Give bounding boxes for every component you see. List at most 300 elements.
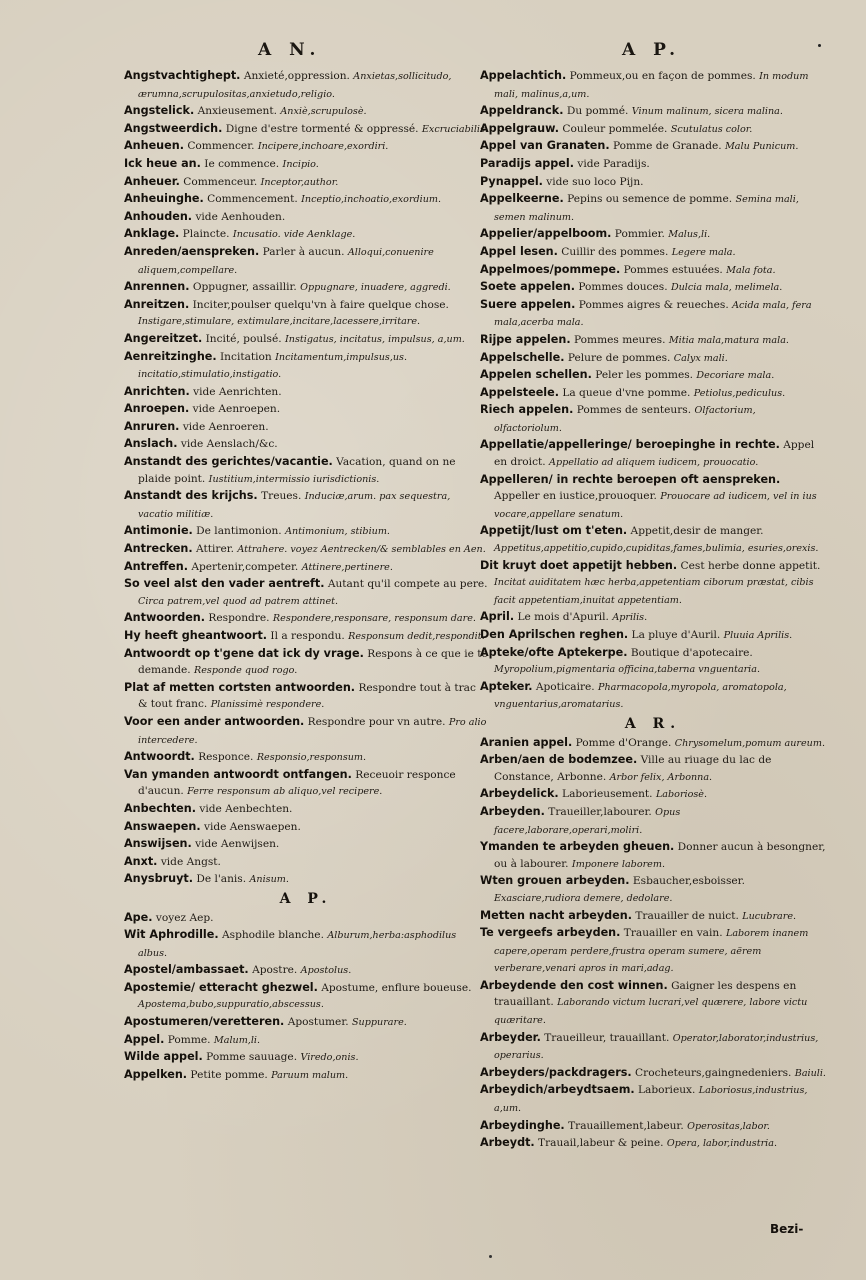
- dictionary-entry: [480, 908, 826, 926]
- latin-gloss: Excruciabilis.: [421, 123, 488, 135]
- french-gloss: Autant qu'il compete au pere.: [327, 578, 488, 591]
- latin-gloss: Incipere,inchoare,exordiri.: [257, 141, 389, 153]
- headword: Anreden/aenspreken.: [124, 244, 260, 258]
- latin-gloss: Laboriosus,industrius, a,um.: [494, 1085, 808, 1115]
- headword: Appelen schellen.: [480, 368, 592, 382]
- french-gloss: Trauaillement,labeur.: [568, 1119, 684, 1132]
- latin-gloss: Decoriare mala.: [696, 370, 775, 382]
- headword: Voor een ander antwoorden.: [124, 714, 305, 728]
- latin-gloss: Incipio.: [282, 158, 319, 170]
- latin-gloss: Dulcia mala, melimela.: [670, 282, 783, 294]
- latin-gloss: Imponere laborem.: [571, 858, 666, 870]
- french-gloss: Pomme sauuage.: [206, 1051, 298, 1064]
- latin-gloss: Inceptio,inchoatio,exordium.: [301, 194, 442, 206]
- latin-gloss: Malu Punicum.: [724, 141, 799, 153]
- french-gloss: Cuillir des pommes.: [561, 245, 669, 258]
- headword: Wit Aphrodille.: [124, 928, 219, 942]
- dictionary-entry: [480, 1135, 826, 1153]
- latin-gloss: Attrahere. voyez Aentrecken/& semblables en Aen.: [237, 544, 486, 556]
- latin-gloss: Responsio,responsum.: [256, 752, 367, 764]
- headword: Arbeyders/packdragers.: [480, 1065, 632, 1079]
- dictionary-entry: [480, 839, 826, 873]
- dictionary-entry: [124, 1014, 488, 1032]
- french-gloss: vide Angst.: [160, 855, 221, 868]
- french-gloss: Trauailler en vain.: [623, 927, 723, 940]
- dictionary-entry: [480, 103, 826, 121]
- french-gloss: vide Aenswaepen.: [203, 820, 301, 833]
- dictionary-entry: [124, 836, 488, 854]
- latin-gloss: Laborando victum lucrari,vel quærere, labore victu quæritare.: [494, 997, 808, 1027]
- latin-gloss: Scutulatus color.: [670, 123, 753, 135]
- headword: Appelachtich.: [480, 69, 567, 82]
- french-gloss: Boutique d'apotecaire.: [630, 646, 753, 659]
- french-gloss: Le mois d'Apuril.: [517, 611, 609, 624]
- catchword: Bezi-: [770, 1222, 804, 1236]
- headword: Appel lesen.: [480, 244, 558, 258]
- headword: Aranien appel.: [480, 735, 573, 749]
- headword: Anbechten.: [124, 801, 196, 815]
- french-gloss: Crocheteurs,gaingnedeniers.: [635, 1066, 792, 1079]
- latin-gloss: Responde quod rogo.: [194, 665, 298, 677]
- ink-dot: [818, 44, 821, 47]
- headword: Apteke/ofte Aptekerpe.: [480, 645, 628, 659]
- french-gloss: Pommes douces.: [578, 281, 668, 294]
- french-gloss: La queue d'vne pomme.: [562, 386, 691, 399]
- headword: Riech appelen.: [480, 403, 574, 417]
- dictionary-entry: [124, 1032, 488, 1050]
- dictionary-entry: [480, 873, 826, 907]
- headword: Anheuinghe.: [124, 192, 204, 206]
- headword: Anroepen.: [124, 402, 190, 416]
- french-gloss: Commencer.: [187, 140, 255, 153]
- french-gloss: Oppugner, assaillir.: [192, 281, 297, 294]
- french-gloss: Il a respondu.: [270, 630, 345, 642]
- french-gloss: Ie commence.: [204, 157, 280, 170]
- french-gloss: Appel en droict.: [494, 439, 815, 469]
- french-gloss: Peler les pommes.: [595, 369, 694, 382]
- headword: Appel van Granaten.: [480, 139, 610, 153]
- dictionary-entry: [124, 559, 488, 577]
- french-gloss: Vacation, quand on ne plaide point.: [138, 456, 456, 485]
- latin-gloss: Incitat auiditatem hæc herba,appetentiam ciborum præstat, cibis facit appetentiam,inuitat appetentiam.: [494, 577, 814, 606]
- headword: April.: [480, 610, 515, 624]
- dictionary-entry: [480, 191, 826, 226]
- french-gloss: Pomme.: [167, 1033, 211, 1046]
- section-heading: A P.: [279, 890, 333, 907]
- right-column: [480, 68, 826, 1153]
- headword: Appelkeerne.: [480, 192, 564, 206]
- french-gloss: Apostume, enflure boueuse.: [321, 981, 472, 994]
- dictionary-entry: [124, 523, 488, 541]
- dictionary-entry: [124, 980, 488, 1014]
- dictionary-entry: [480, 402, 826, 437]
- dictionary-entry: [480, 437, 826, 471]
- dictionary-entry: [124, 819, 488, 837]
- dictionary-entry: [124, 1067, 488, 1085]
- french-gloss: vide suo loco Pijn.: [546, 175, 644, 188]
- latin-gloss: Alloqui,conuenire aliquem,compellare.: [138, 246, 434, 276]
- french-gloss: Incité, poulsé.: [205, 332, 282, 345]
- latin-gloss: Pharmacopola,myropola, aromatopola, vnguentarius,aromatarius.: [494, 681, 787, 711]
- french-gloss: Respondre pour vn autre.: [307, 715, 446, 728]
- latin-gloss: Attinere,pertinere.: [301, 561, 393, 573]
- headword: Anhouden.: [124, 209, 193, 223]
- dictionary-entry: [480, 1118, 826, 1136]
- french-gloss: Pommes estuuées.: [623, 263, 723, 276]
- headword: Antwoorden.: [124, 611, 206, 625]
- latin-gloss: Suppurare.: [351, 1017, 407, 1029]
- headword: Ape.: [124, 910, 153, 924]
- dictionary-entry: [480, 978, 826, 1030]
- dictionary-entry: [480, 156, 826, 174]
- dictionary-entry: [124, 488, 488, 523]
- headword: Answijsen.: [124, 837, 192, 851]
- dictionary-entry: [480, 1065, 826, 1083]
- latin-gloss: Anxietas,sollicitudo, ærumna,scrupulositas,anxietudo,religio.: [138, 71, 452, 100]
- headword: Antwoordt.: [124, 750, 195, 764]
- french-gloss: Digne d'estre tormenté & oppressé.: [225, 122, 419, 135]
- dictionary-entry: [480, 472, 826, 524]
- headword: Apostel/ambassaet.: [124, 963, 249, 977]
- dictionary-entry: [124, 349, 488, 384]
- headword: Appel.: [124, 1032, 165, 1046]
- french-gloss: La pluye d'Auril.: [631, 629, 721, 641]
- running-head-right: A P.: [622, 40, 681, 60]
- headword: Arben/aen de bodemzee.: [480, 753, 638, 767]
- french-gloss: Laborieux.: [637, 1084, 696, 1097]
- french-gloss: Pommes de senteurs.: [576, 404, 692, 417]
- dictionary-entry: [124, 910, 488, 928]
- dictionary-entry: [480, 385, 826, 403]
- headword: Anstandt des krijchs.: [124, 489, 258, 503]
- headword: Anruren.: [124, 419, 180, 433]
- dictionary-entry: [480, 786, 826, 804]
- latin-gloss: Vinum malinum, sicera malina.: [631, 106, 783, 118]
- french-gloss: vide Aenrichten.: [193, 385, 282, 398]
- dictionary-entry: [480, 1082, 826, 1117]
- dictionary-entry: [124, 454, 488, 488]
- french-gloss: Asphodile blanche.: [221, 929, 324, 942]
- french-gloss: vide Aenbechten.: [199, 802, 293, 815]
- latin-gloss: Prouocare ad iudicem, vel in ius vocare,appellare senatum.: [494, 491, 817, 520]
- french-gloss: Pelure de pommes.: [567, 351, 671, 364]
- dictionary-entry: [480, 226, 826, 244]
- dictionary-entry: [124, 541, 488, 559]
- dictionary-entry: [124, 244, 488, 279]
- headword: Appeldranck.: [480, 104, 564, 118]
- latin-gloss: Ferre responsum ab aliquo,vel recipere.: [187, 786, 383, 798]
- french-gloss: Inciter,poulser quelqu'vn à faire quelque chose.: [192, 298, 449, 311]
- french-gloss: De lantimonion.: [196, 525, 282, 538]
- headword: Anheuen.: [124, 139, 184, 153]
- latin-gloss: Laboriosè.: [655, 789, 708, 801]
- headword: Rijpe appelen.: [480, 332, 571, 346]
- dictionary-entry: [124, 331, 488, 349]
- french-gloss: Gaigner les despens en trauaillant.: [494, 979, 797, 1009]
- dictionary-entry: [124, 801, 488, 819]
- dictionary-entry: [124, 610, 488, 628]
- dictionary-entry: [480, 138, 826, 156]
- latin-gloss: Antimonium, stibium.: [285, 526, 390, 538]
- french-gloss: Cest herbe donne appetit.: [680, 559, 821, 572]
- headword: Aenreitzinghe.: [124, 349, 217, 363]
- dictionary-entry: [124, 226, 488, 244]
- latin-gloss: Instigatus, incitatus, impulsus, a,um.: [285, 333, 465, 345]
- headword: Apostumeren/veretteren.: [124, 1015, 285, 1029]
- latin-gloss: Paruum malum.: [271, 1069, 349, 1081]
- headword: Ick heue an.: [124, 156, 201, 170]
- latin-gloss: Arbor felix, Arbonna.: [609, 771, 713, 783]
- headword: Angstvachtighept.: [124, 69, 241, 82]
- french-gloss: Respondre tout à trac & tout franc.: [138, 681, 476, 711]
- latin-gloss: Alburum,herba:asphodilus albus.: [138, 930, 457, 959]
- dictionary-entry: [480, 645, 826, 679]
- latin-gloss: Iustitium,intermissio iurisdictionis.: [208, 473, 380, 485]
- latin-gloss: Myropolium,pigmentaria officina,taberna vnguentaria.: [494, 664, 761, 676]
- latin-gloss: Pro alio intercedere.: [138, 716, 487, 746]
- french-gloss: Apoticaire.: [535, 680, 595, 693]
- headword: Anheuer.: [124, 174, 180, 188]
- headword: Plat af metten cortsten antwoorden.: [124, 680, 356, 694]
- headword: Den Aprilschen reghen.: [480, 628, 629, 641]
- french-gloss: Incitation: [220, 350, 272, 363]
- ink-dot: [489, 1255, 492, 1258]
- dictionary-entry: [124, 156, 488, 174]
- headword: Answaepen.: [124, 819, 201, 833]
- french-gloss: Treues.: [261, 490, 302, 503]
- french-gloss: Couleur pommelée.: [562, 122, 668, 135]
- french-gloss: Du pommé.: [566, 105, 629, 118]
- headword: Hy heeft gheantwoort.: [124, 629, 268, 642]
- latin-gloss: Appetitus,appetitio,cupido,cupiditas,fames,bulimia, esuries,orexis.: [494, 543, 819, 555]
- dictionary-entry: [124, 419, 488, 437]
- dictionary-entry: [480, 244, 826, 262]
- latin-gloss: Baiuli.: [794, 1067, 826, 1079]
- headword: Appelken.: [124, 1067, 188, 1081]
- headword: Arbeyder.: [480, 1030, 541, 1044]
- headword: Angereitzet.: [124, 331, 203, 345]
- latin-gloss: Viredo,onis.: [300, 1052, 359, 1064]
- headword: Antrecken.: [124, 542, 193, 556]
- dictionary-entry: [124, 436, 488, 454]
- headword: Anysbruyt.: [124, 872, 193, 886]
- dictionary-entry: [124, 962, 488, 980]
- headword: Arbeydt.: [480, 1136, 535, 1150]
- dictionary-entry: [124, 68, 488, 103]
- dictionary-entry: [480, 627, 826, 645]
- french-gloss: Respondre.: [208, 612, 270, 625]
- latin-gloss: Induciæ,arum. pax sequestra, vacatio militiæ.: [138, 491, 451, 520]
- latin-gloss: Olfactorium, olfactoriolum.: [494, 405, 756, 434]
- french-gloss: voyez Aep.: [155, 911, 214, 924]
- latin-gloss: Chrysomelum,pomum aureum.: [674, 737, 826, 749]
- dictionary-entry: [124, 401, 488, 419]
- dictionary-entry: [124, 854, 488, 872]
- french-gloss: Pommeux,ou en façon de pommes.: [569, 70, 756, 82]
- headword: Wilde appel.: [124, 1050, 203, 1064]
- french-gloss: Responce.: [198, 751, 254, 764]
- dictionary-entry: [480, 925, 826, 978]
- dictionary-entry: [124, 871, 488, 889]
- headword: So veel alst den vader aentreft.: [124, 577, 325, 591]
- french-gloss: Commenceur.: [183, 175, 258, 188]
- french-gloss: Traueiller,labourer.: [548, 805, 652, 818]
- dictionary-entry: [480, 279, 826, 297]
- headword: Appelgrauw.: [480, 121, 560, 135]
- french-gloss: Traueilleur, trauaillant.: [544, 1031, 670, 1044]
- french-gloss: Laborieusement.: [562, 788, 653, 801]
- headword: Arbeydich/arbeydtsaem.: [480, 1083, 635, 1097]
- dictionary-entry: [124, 714, 488, 749]
- dictionary-entry: [480, 174, 826, 192]
- french-gloss: Esbaucher,esboisser.: [632, 875, 745, 888]
- dictionary-entry: [480, 297, 826, 332]
- headword: Appelsteele.: [480, 385, 559, 399]
- latin-gloss: Laborem inanem capere,operam perdere,frustra operam sumere, aërem verberare,venari apros in mari,adag.: [494, 928, 809, 975]
- headword: Paradijs appel.: [480, 156, 574, 170]
- headword: Appelschelle.: [480, 350, 565, 364]
- headword: Anxt.: [124, 854, 158, 868]
- dictionary-entry: [124, 680, 488, 714]
- headword: Appellatie/appelleringe/ beroepinghe in rechte.: [480, 438, 780, 452]
- latin-gloss: Incusatio. vide Aenklage.: [232, 229, 356, 241]
- headword: Appetijt/lust om t'eten.: [480, 524, 628, 538]
- dictionary-entry: [124, 749, 488, 767]
- latin-gloss: Apostema,bubo,suppuratio,abscessus.: [138, 999, 324, 1011]
- latin-gloss: Aprilis.: [612, 612, 648, 624]
- dictionary-entry: [124, 191, 488, 209]
- headword: Soete appelen.: [480, 280, 575, 294]
- dictionary-entry: [480, 350, 826, 368]
- french-gloss: vide Aenslach/&c.: [180, 438, 278, 451]
- dictionary-entry: [124, 576, 488, 610]
- headword: Anslach.: [124, 437, 178, 451]
- headword: Anklage.: [124, 227, 180, 241]
- headword: Van ymanden antwoordt ontfangen.: [124, 767, 352, 781]
- french-gloss: De l'anis.: [196, 873, 247, 886]
- latin-gloss: Malum,li.: [213, 1034, 261, 1046]
- headword: Metten nacht arbeyden.: [480, 908, 632, 922]
- latin-gloss: Pluuia Aprilis.: [723, 630, 793, 641]
- dictionary-entry: [124, 279, 488, 297]
- latin-gloss: Exasciare,rudiora demere, dedolare.: [494, 892, 673, 904]
- latin-gloss: Inceptor,author.: [260, 176, 339, 188]
- french-gloss: Plaincte.: [182, 228, 230, 241]
- french-gloss: Ville au riuage du lac de Constance, Arbonne.: [494, 754, 772, 783]
- dictionary-entry: [480, 752, 826, 786]
- latin-gloss: Apostolus.: [300, 965, 352, 977]
- latin-gloss: Operositas,labor.: [687, 1120, 770, 1132]
- headword: Anstandt des gerichtes/vacantie.: [124, 455, 333, 469]
- french-gloss: Appeller en iustice,prouoquer.: [494, 490, 657, 503]
- headword: Antreffen.: [124, 559, 188, 573]
- headword: Angstweerdich.: [124, 121, 223, 135]
- latin-gloss: Instigare,stimulare, extimulare,incitare,lacessere,irritare.: [138, 316, 421, 328]
- french-gloss: Commencement.: [207, 193, 298, 206]
- latin-gloss: Appellatio ad aliquem iudicem, prouocatio.: [549, 457, 759, 469]
- latin-gloss: Circa patrem,vel quod ad patrem attinet.: [138, 595, 339, 607]
- latin-gloss: Mala fota.: [726, 264, 776, 276]
- dictionary-entry: [480, 1030, 826, 1065]
- french-gloss: Pomme d'Orange.: [575, 736, 672, 749]
- french-gloss: Apostre.: [252, 964, 298, 977]
- dictionary-entry: [124, 121, 488, 139]
- headword: Apteker.: [480, 679, 533, 693]
- french-gloss: Anxieusement.: [197, 105, 277, 118]
- headword: Appelleren/ in rechte beroepen oft aenspreken.: [480, 472, 781, 486]
- french-gloss: Pommier.: [614, 228, 665, 241]
- headword: Antimonie.: [124, 524, 193, 538]
- latin-gloss: Mitia mala,matura mala.: [668, 334, 789, 346]
- headword: Arbeydende den cost winnen.: [480, 978, 668, 992]
- dictionary-entry: [480, 558, 826, 610]
- french-gloss: Apostumer.: [287, 1016, 349, 1029]
- latin-gloss: Incitamentum,impulsus,us. incitatio,stimulatio,instigatio.: [138, 351, 408, 381]
- latin-gloss: Operator,laborator,industrius, operarius.: [494, 1032, 819, 1062]
- dictionary-entry: [124, 384, 488, 402]
- dictionary-entry: [124, 767, 488, 801]
- dictionary-entry: [124, 174, 488, 192]
- headword: Arbeyden.: [480, 804, 545, 818]
- latin-gloss: Opus facere,laborare,operari,moliri.: [494, 806, 681, 836]
- headword: Angstelick.: [124, 104, 195, 118]
- headword: Te vergeefs arbeyden.: [480, 926, 621, 940]
- french-gloss: Parler à aucun.: [262, 245, 345, 258]
- dictionary-entry: [480, 735, 826, 753]
- french-gloss: Apertenir,competer.: [191, 560, 299, 573]
- latin-gloss: Semina mali, semen malinum.: [494, 194, 799, 223]
- french-gloss: Petite pomme.: [190, 1068, 268, 1081]
- latin-gloss: In modum mali, malinus,a,um.: [494, 71, 809, 100]
- dictionary-entry: [480, 367, 826, 385]
- latin-gloss: Anisum.: [249, 874, 289, 886]
- headword: Anreitzen.: [124, 297, 190, 311]
- dictionary-entry: [124, 209, 488, 227]
- french-gloss: Donner aucun à besongner, ou à labourer.: [494, 841, 826, 870]
- latin-gloss: Lucubrare.: [742, 910, 797, 922]
- dictionary-entry: [480, 609, 826, 627]
- headword: Antwoordt op t'gene dat ick dy vrage.: [124, 646, 364, 660]
- french-gloss: Pommes aigres & reueches.: [578, 298, 729, 311]
- dictionary-entry: [480, 679, 826, 714]
- headword: Ymanden te arbeyden gheuen.: [480, 840, 675, 854]
- dictionary-entry: [480, 804, 826, 839]
- dictionary-entry: [480, 262, 826, 280]
- dictionary-entry: [124, 138, 488, 156]
- headword: Anrennen.: [124, 280, 190, 294]
- headword: Wten grouen arbeyden.: [480, 874, 630, 888]
- latin-gloss: Planissimè respondere.: [210, 699, 325, 711]
- dictionary-entry: [124, 1049, 488, 1067]
- french-gloss: Receuoir responce d'aucun.: [138, 768, 456, 798]
- running-head-left: A N.: [258, 40, 322, 60]
- headword: Anrichten.: [124, 384, 190, 398]
- headword: Arbeydelick.: [480, 787, 559, 801]
- french-gloss: Trauail,labeur & peine.: [538, 1137, 664, 1150]
- headword: Pynappel.: [480, 174, 543, 188]
- latin-gloss: Petiolus,pediculus.: [693, 387, 786, 399]
- french-gloss: vide Aenroepen.: [192, 403, 281, 416]
- headword: Appelmoes/pommepe.: [480, 262, 621, 276]
- dictionary-entry: [124, 103, 488, 121]
- headword: Suere appelen.: [480, 297, 576, 311]
- section-heading: A R.: [624, 715, 682, 732]
- latin-gloss: Anxiè,scrupulosè.: [280, 106, 367, 118]
- french-gloss: Pommes meures.: [573, 333, 666, 346]
- latin-gloss: Malus,li.: [668, 229, 711, 241]
- dictionary-entry: [480, 68, 826, 103]
- dictionary-entry: [124, 927, 488, 962]
